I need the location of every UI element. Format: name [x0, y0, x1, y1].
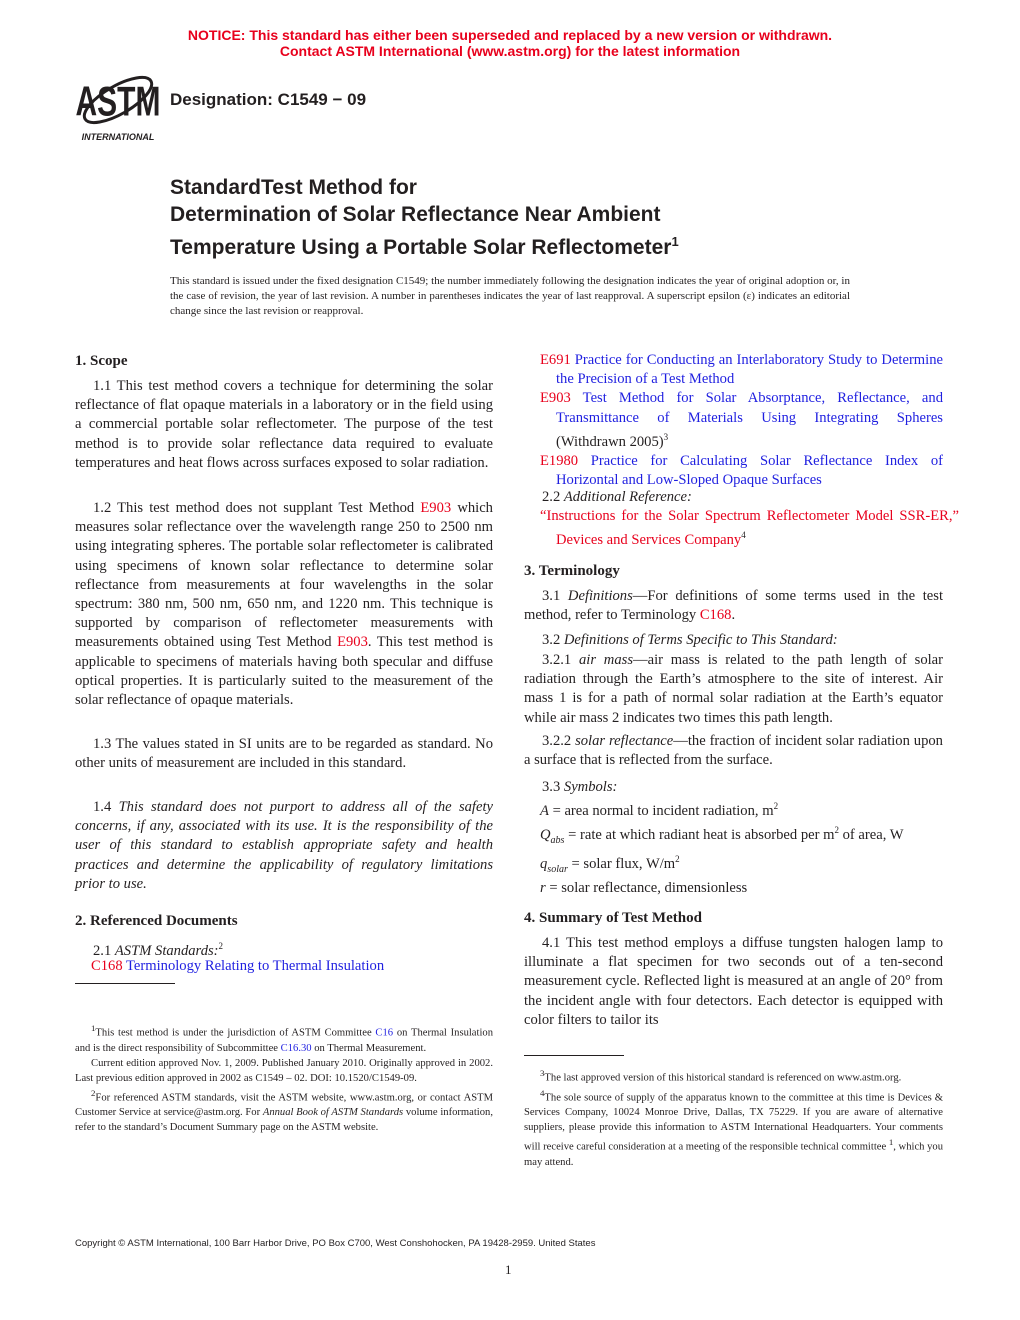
- text: —air mass is related to the path length of solar radiation through the Earth’s atmosphere to the site of interest. Air mass 1 is for a path of normal solar radiation at the Earth’s equator while air mass 2 indicates two times this path length.: [524, 652, 944, 726]
- symbol-item: [524, 797, 943, 821]
- issuance-note: This standard is issued under the fixed designation C1549; the number immediately following the designation indicates the year of original adoption or, in the case of revision, the year of last revision. A number in parentheses indicates the year of last reapproval. A superscript epsilon (ε) indicates an editorial change since the last revision or reapproval.: [170, 275, 850, 317]
- footnote-divider: [75, 983, 175, 984]
- symbol: r: [540, 880, 546, 896]
- reference-list: [524, 351, 943, 490]
- ref-title[interactable]: Practice for Conducting an Interlaboratory Study to Determine the Precision of a Test Method: [556, 352, 943, 388]
- text: 1.4: [93, 799, 119, 815]
- definition: of area, W: [838, 826, 904, 843]
- title-line: Temperature Using a Portable Solar Reflectometer: [170, 236, 672, 259]
- subscript: solar: [547, 863, 568, 875]
- text: air mass: [578, 652, 633, 668]
- link-c16-30[interactable]: C16.30: [280, 1042, 312, 1054]
- text: , which you may attend.: [524, 1141, 943, 1168]
- section-heading: 3. Terminology: [524, 563, 620, 579]
- text: volume information, refer to the standard’s Document Summary page on the ASTM website.: [75, 1107, 493, 1134]
- text: Annual Book of ASTM Standards: [262, 1107, 404, 1119]
- footnote-1: [75, 1021, 493, 1135]
- link-e903[interactable]: E903: [337, 634, 368, 651]
- text: ASTM Standards:: [114, 942, 219, 959]
- reference-link[interactable]: [540, 389, 943, 451]
- symbol: q: [540, 855, 548, 872]
- designation: Designation: C1549 − 09: [170, 90, 367, 109]
- footnote-ref: 3: [663, 431, 669, 442]
- title-line: StandardTest Method for: [170, 176, 417, 199]
- additional-reference[interactable]: [524, 507, 959, 550]
- text: on Thermal Insulation and is the direct responsibility of Subcommittee: [75, 1027, 493, 1054]
- ref-title[interactable]: Terminology Relating to Thermal Insulation: [122, 958, 385, 974]
- text: 3.2.2: [542, 733, 576, 749]
- paragraph-1-4: [75, 798, 493, 894]
- text: —the fraction of incident solar radiation upon a surface that is reflected from the surface.: [524, 733, 943, 769]
- text: 3.2: [542, 632, 564, 648]
- symbol: Q: [540, 826, 551, 843]
- text: which measures solar reflectance over the wavelength range 250 to 2500 nm using integrating spheres. The portable solar reflectometer is calibrated using specimens of known solar reflectance to determine solar reflectance from measurements at four wavelengths in the solar spectrum: 380 nm, 500 nm, 650 nm, and 1220 nm. This technique is supported by comparison of reflectometer measurements with measurements obtained using Test Method: [75, 500, 493, 651]
- symbol-item: [524, 879, 943, 898]
- definition: = solar flux, W/m: [567, 855, 676, 872]
- notice-line-1: NOTICE: This standard has either been superseded and replaced by a new version or withdrawn.: [187, 27, 833, 43]
- ref-code[interactable]: E903: [540, 390, 571, 407]
- ref-title[interactable]: Practice for Calculating Solar Reflectance Index of Horizontal and Low-Sloped Opaque Surfaces: [556, 452, 943, 489]
- footnote-number: 1: [91, 1023, 96, 1033]
- paragraph-3-2: [524, 631, 943, 650]
- text: . This test method is applicable to specimens of materials having both specular and diffuse optical properties. It is particularly suited to the measurement of the solar reflectance of opaque materials.: [75, 634, 493, 709]
- superscript: 2: [773, 801, 779, 811]
- text: 3.1: [542, 588, 568, 604]
- title-line: Determination of Solar Reflectance Near Ambient: [170, 203, 661, 226]
- text: Definitions: [567, 588, 633, 604]
- svg-text:ASTM: ASTM: [76, 77, 160, 125]
- text: 3.2.1: [542, 652, 579, 668]
- symbol-item: [524, 850, 943, 879]
- notice-line-2: Contact ASTM International (www.astm.org) for the latest information: [279, 43, 741, 59]
- ref-title[interactable]: Test Method for Solar Absorptance, Reflectance, and Transmittance of Materials Using Integrating Spheres: [556, 390, 943, 426]
- withdrawn-note: (Withdrawn 2005): [556, 433, 664, 450]
- footnote-ref: 1: [888, 1137, 894, 1148]
- edition-note: Current edition approved Nov. 1, 2009. Published January 2010. Originally approved in 2002. Last previous edition approved in 2002 as C1549 – 02. DOI: 10.1520/C1549-09.: [75, 1057, 493, 1084]
- text: This standard does not purport to address all of the safety concerns, if any, associated with its use. It is the responsibility of the user of this standard to establish appropriate safety and health practices and determine the applicability of regulatory limitations prior to use.: [75, 799, 493, 892]
- superscript: 2: [675, 854, 680, 865]
- section-heading: 4. Summary of Test Method: [524, 910, 702, 926]
- superscript: 2: [834, 825, 839, 836]
- text: 2.2: [542, 489, 564, 505]
- link-c168[interactable]: C168: [699, 607, 732, 624]
- text: .: [731, 607, 736, 624]
- definition: = area normal to incident radiation, m: [548, 802, 774, 819]
- footnote-ref: 2: [218, 941, 224, 951]
- ref-code[interactable]: E1980: [540, 452, 579, 469]
- ref-code[interactable]: E691: [540, 352, 571, 368]
- text: 1.2 This test method does not supplant Test Method: [93, 500, 421, 516]
- symbol: A: [540, 802, 549, 819]
- paragraph-3-3: [524, 778, 943, 797]
- symbol-list: [524, 797, 943, 898]
- reference-link[interactable]: [540, 452, 943, 490]
- text: For referenced ASTM standards, visit the ASTM website, www.astm.org, or contact ASTM Customer Service at service@astm.org. For: [75, 1092, 493, 1119]
- page-number: 1: [505, 1262, 512, 1277]
- text: The sole source of supply of the apparatus known to the committee at this time is Devices & Services Company, 10024 Monroe Drive, Dallas, TX 75229. If you are aware of alternative suppliers, please provide this information to ASTM International Headquarters. Your comments will receive careful consideration at a meeting of the responsible technical committee: [524, 1092, 943, 1153]
- paragraph-3-1: [524, 587, 943, 625]
- reference-link[interactable]: [540, 351, 943, 389]
- text: Additional Reference:: [563, 489, 692, 505]
- text: Symbols:: [563, 779, 618, 795]
- paragraph-3-2-2: [524, 732, 943, 770]
- text: Definitions of Terms Specific to This Standard:: [563, 632, 838, 648]
- text: 3.3: [542, 779, 564, 795]
- reference-link[interactable]: [75, 957, 525, 976]
- footnote-ref: 1: [671, 234, 679, 249]
- text: solar reflectance: [575, 733, 674, 749]
- section-heading: 1. Scope: [75, 353, 128, 369]
- svg-text:INTERNATIONAL: INTERNATIONAL: [81, 132, 155, 142]
- footnote-number: 3: [540, 1068, 545, 1078]
- paragraph-2-2: [524, 488, 943, 507]
- definition: = solar reflectance, dimensionless: [545, 880, 748, 896]
- footnote-number: 4: [540, 1087, 545, 1098]
- text: The last approved version of this historical standard is referenced on www.astm.org.: [544, 1072, 902, 1084]
- astm-logo-icon: [76, 68, 160, 142]
- footnote-divider: [524, 1055, 624, 1056]
- paragraph-1-1: 1.1 This test method covers a technique for determining the solar reflectance of flat opaque materials in a laboratory or in the field using a commercial portable solar reflectometer. The purpose of the test method is to provide solar reflectance data required to evaluate temperatures and heat flows across surfaces exposed to solar radiation.: [75, 378, 493, 471]
- symbol-item: [524, 821, 943, 850]
- text: This test method is under the jurisdiction of ASTM Committee: [95, 1027, 376, 1039]
- copyright: Copyright © ASTM International, 100 Barr Harbor Drive, PO Box C700, West Conshohocken, PA 19428-2959. United States: [75, 1238, 596, 1249]
- text: on Thermal Measurement.: [311, 1042, 427, 1054]
- subscript: abs: [550, 834, 565, 846]
- paragraph-4-1: 4.1 This test method employs a diffuse tungsten halogen lamp to illuminate a flat specimen for two seconds out of a ten-second measurement cycle. Reflected light is measured at an angle of 20° from the incident angle with four detectors. Each detector is equipped with color filters to tailor its: [524, 935, 943, 1028]
- paragraph-1-2: [75, 499, 493, 710]
- paragraph-3-2-1: [524, 651, 943, 728]
- text: —For definitions of some terms used in the test method, refer to Terminology: [524, 588, 944, 624]
- footnote-4: [524, 1086, 943, 1170]
- document-title: [170, 174, 679, 261]
- ref-code[interactable]: C168: [91, 958, 123, 974]
- supersede-notice: [0, 27, 1020, 59]
- footnotes-right: [524, 1066, 943, 1170]
- definition: = rate at which radiant heat is absorbed per m: [564, 826, 835, 843]
- footnote-3: [524, 1066, 943, 1086]
- footnote-ref: 4: [741, 530, 746, 541]
- section-heading: 2. Referenced Documents: [75, 913, 238, 929]
- paragraph-1-3: 1.3 The values stated in SI units are to be regarded as standard. No other units of measurement are included in this standard.: [75, 736, 493, 772]
- link-c16[interactable]: C16: [375, 1027, 394, 1039]
- additional-reference-link[interactable]: “Instructions for the Solar Spectrum Reflectometer Model SSR-ER,” Devices and Services Company: [540, 508, 959, 549]
- text: 2.1: [93, 942, 115, 959]
- footnote-number: 2: [91, 1087, 96, 1098]
- link-e903[interactable]: E903: [420, 500, 452, 516]
